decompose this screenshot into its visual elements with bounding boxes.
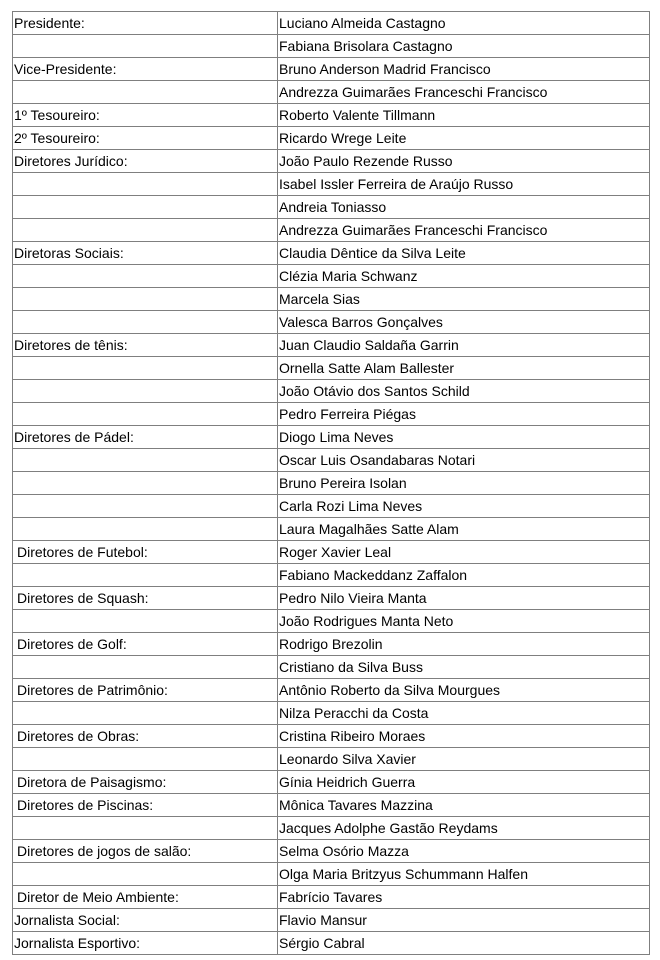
member-name-cell: Pedro Ferreira Piégas [278, 403, 650, 426]
table-row [13, 495, 650, 518]
member-name-cell: Oscar Luis Osandabaras Notari [278, 449, 650, 472]
role-cell: Diretor de Meio Ambiente: [13, 886, 278, 909]
role-cell [13, 265, 278, 288]
member-name-cell: Leonardo Silva Xavier [278, 748, 650, 771]
member-name-cell: Clézia Maria Schwanz [278, 265, 650, 288]
table-row [13, 725, 650, 748]
member-name-cell: Cristina Ribeiro Moraes [278, 725, 650, 748]
member-name-cell: Ornella Satte Alam Ballester [278, 357, 650, 380]
table-row [13, 840, 650, 863]
role-cell: Jornalista Esportivo: [13, 932, 278, 955]
table-row [13, 679, 650, 702]
member-name-cell: João Paulo Rezende Russo [278, 150, 650, 173]
member-name-cell: Olga Maria Britzyus Schummann Halfen [278, 863, 650, 886]
role-cell [13, 495, 278, 518]
member-name-cell: Diogo Lima Neves [278, 426, 650, 449]
member-name-cell: Mônica Tavares Mazzina [278, 794, 650, 817]
table-row [13, 518, 650, 541]
role-cell [13, 81, 278, 104]
member-name-cell: Ricardo Wrege Leite [278, 127, 650, 150]
table-row [13, 886, 650, 909]
table-row [13, 173, 650, 196]
member-name-cell: Juan Claudio Saldaña Garrin [278, 334, 650, 357]
role-cell: Diretores de Pádel: [13, 426, 278, 449]
role-cell: Diretores de Patrimônio: [13, 679, 278, 702]
role-cell: 2º Tesoureiro: [13, 127, 278, 150]
role-cell [13, 380, 278, 403]
member-name-cell: Cristiano da Silva Buss [278, 656, 650, 679]
role-cell [13, 656, 278, 679]
role-cell: Presidente: [13, 12, 278, 35]
table-row [13, 357, 650, 380]
member-name-cell: Nilza Peracchi da Costa [278, 702, 650, 725]
table-row [13, 817, 650, 840]
member-name-cell: Selma Osório Mazza [278, 840, 650, 863]
role-cell [13, 403, 278, 426]
table-row [13, 449, 650, 472]
role-cell: Diretores de tênis: [13, 334, 278, 357]
role-cell [13, 817, 278, 840]
table-row [13, 81, 650, 104]
member-name-cell: Andrezza Guimarães Franceschi Francisco [278, 219, 650, 242]
role-cell: Jornalista Social: [13, 909, 278, 932]
role-cell [13, 610, 278, 633]
member-name-cell: Pedro Nilo Vieira Manta [278, 587, 650, 610]
role-cell: Vice-Presidente: [13, 58, 278, 81]
role-cell [13, 173, 278, 196]
member-name-cell: João Rodrigues Manta Neto [278, 610, 650, 633]
table-row [13, 403, 650, 426]
role-cell: Diretores de Squash: [13, 587, 278, 610]
table-row [13, 472, 650, 495]
role-cell: Diretora de Paisagismo: [13, 771, 278, 794]
table-row [13, 58, 650, 81]
role-cell [13, 449, 278, 472]
role-cell: Diretoras Sociais: [13, 242, 278, 265]
role-cell [13, 702, 278, 725]
member-name-cell: Bruno Pereira Isolan [278, 472, 650, 495]
member-name-cell: Sérgio Cabral [278, 932, 650, 955]
member-name-cell: Fabiana Brisolara Castagno [278, 35, 650, 58]
table-row [13, 311, 650, 334]
member-name-cell: Laura Magalhães Satte Alam [278, 518, 650, 541]
role-cell: Diretores de Golf: [13, 633, 278, 656]
member-name-cell: Roger Xavier Leal [278, 541, 650, 564]
member-name-cell: Roberto Valente Tillmann [278, 104, 650, 127]
member-name-cell: Fabrício Tavares [278, 886, 650, 909]
role-cell: Diretores de Obras: [13, 725, 278, 748]
table-row [13, 35, 650, 58]
role-cell [13, 863, 278, 886]
role-cell [13, 196, 278, 219]
table-row [13, 104, 650, 127]
table-row [13, 863, 650, 886]
member-name-cell: Isabel Issler Ferreira de Araújo Russo [278, 173, 650, 196]
table-row [13, 610, 650, 633]
table-row [13, 334, 650, 357]
table-row [13, 219, 650, 242]
member-name-cell: Luciano Almeida Castagno [278, 12, 650, 35]
member-name-cell: Jacques Adolphe Gastão Reydams [278, 817, 650, 840]
member-name-cell: Claudia Dêntice da Silva Leite [278, 242, 650, 265]
role-cell: Diretores de Piscinas: [13, 794, 278, 817]
table-row [13, 288, 650, 311]
table-row [13, 748, 650, 771]
member-name-cell: Marcela Sias [278, 288, 650, 311]
table-row [13, 541, 650, 564]
table-row [13, 587, 650, 610]
table-row [13, 426, 650, 449]
member-name-cell: Andreia Toniasso [278, 196, 650, 219]
table-row [13, 932, 650, 955]
member-name-cell: Carla Rozi Lima Neves [278, 495, 650, 518]
board-members-table-body [13, 12, 650, 955]
table-row [13, 242, 650, 265]
role-cell [13, 357, 278, 380]
table-row [13, 909, 650, 932]
member-name-cell: Gínia Heidrich Guerra [278, 771, 650, 794]
member-name-cell: João Otávio dos Santos Schild [278, 380, 650, 403]
member-name-cell: Andrezza Guimarães Franceschi Francisco [278, 81, 650, 104]
member-name-cell: Antônio Roberto da Silva Mourgues [278, 679, 650, 702]
table-row [13, 702, 650, 725]
table-row [13, 771, 650, 794]
table-row [13, 564, 650, 587]
role-cell [13, 35, 278, 58]
member-name-cell: Flavio Mansur [278, 909, 650, 932]
member-name-cell: Rodrigo Brezolin [278, 633, 650, 656]
role-cell [13, 564, 278, 587]
table-row [13, 794, 650, 817]
role-cell [13, 219, 278, 242]
role-cell [13, 311, 278, 334]
member-name-cell: Bruno Anderson Madrid Francisco [278, 58, 650, 81]
role-cell [13, 518, 278, 541]
role-cell [13, 288, 278, 311]
role-cell [13, 472, 278, 495]
table-row [13, 656, 650, 679]
role-cell: 1º Tesoureiro: [13, 104, 278, 127]
role-cell [13, 748, 278, 771]
member-name-cell: Valesca Barros Gonçalves [278, 311, 650, 334]
role-cell: Diretores de jogos de salão: [13, 840, 278, 863]
table-row [13, 12, 650, 35]
role-cell: Diretores de Futebol: [13, 541, 278, 564]
board-members-table [12, 11, 650, 955]
table-row [13, 196, 650, 219]
role-cell: Diretores Jurídico: [13, 150, 278, 173]
table-row [13, 265, 650, 288]
table-row [13, 127, 650, 150]
table-row [13, 633, 650, 656]
table-row [13, 380, 650, 403]
member-name-cell: Fabiano Mackeddanz Zaffalon [278, 564, 650, 587]
table-row [13, 150, 650, 173]
